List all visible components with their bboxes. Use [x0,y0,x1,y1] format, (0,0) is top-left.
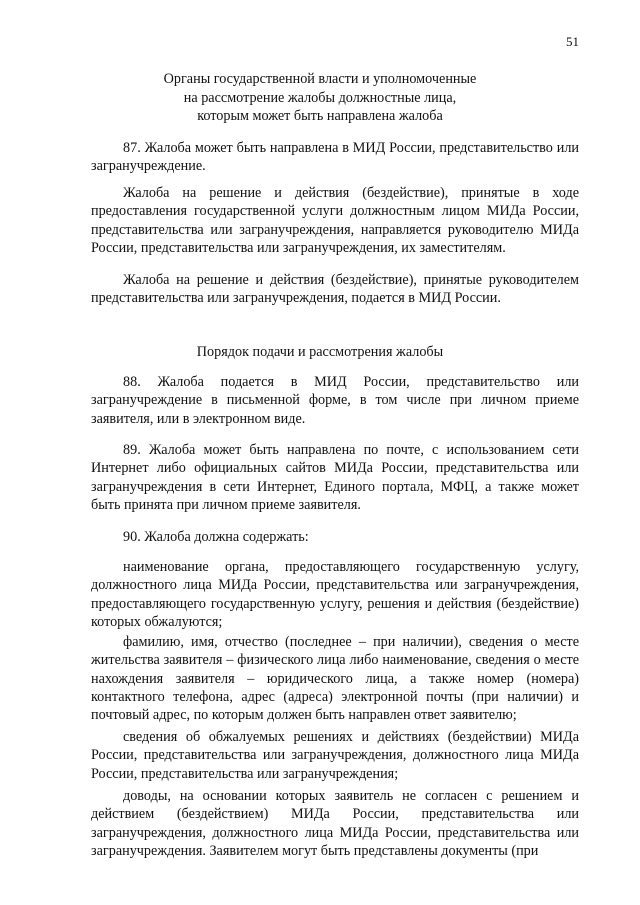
paragraph-complaint-officials: Жалоба на решение и действия (бездействие), принятые в ходе предоставления государственной услуги должностным лицом МИДа России, представительства или загранучреждения, направляется руководителю МИДа России, представительства или загранучреждения, их заместителям. [91,185,579,256]
paragraph-complaint-heads: Жалоба на решение и действия (бездействие), принятые руководителем представительства или загранучреждения, подается в МИД России. [91,272,579,307]
paragraph-89: 89. Жалоба может быть направлена по почте, с использованием сети Интернет либо официальных сайтов МИДа России, представительства или загранучреждения в сети Интернет, Единого портала, МФЦ, а также может быть принята при личном приеме заявителя. [91,442,579,513]
section-heading-authorities [0,70,640,126]
paragraph-87: 87. Жалоба может быть направлена в МИД России, представительство или загранучреждение. [91,140,579,175]
list-item: сведения об обжалуемых решениях и действиях (бездействии) МИДа России, представительства или загранучреждения, должностного лица МИДа России, представительства или загранучреждения; [91,729,579,782]
section-heading-procedure: Порядок подачи и рассмотрения жалобы [196,344,444,360]
heading-line: на рассмотрение жалобы должностные лица, [183,89,457,106]
list-item: доводы, на основании которых заявитель не согласен с решением и действием (бездействием) МИДа России, представительства или загранучреждения, должностного лица МИДа России, представительства или загранучреждения. Заявителем могут быть представлены документы (при [91,788,579,859]
paragraph-88: 88. Жалоба подается в МИД России, представительство или загранучреждение в письменной форме, в том числе при личном приеме заявителя, или в электронном виде. [91,374,579,427]
list-item: наименование органа, предоставляющего государственную услугу, должностного лица МИДа России, представительства или загранучреждения, предоставляющего государственную услугу, решения и действия (бездействие) которых обжалуются; [91,559,579,630]
paragraph-90: 90. Жалоба должна содержать: [123,529,309,545]
list-item: фамилию, имя, отчество (последнее – при наличии), сведения о месте жительства заявителя – физического лица либо наименование, сведения о месте нахождения заявителя – юридического лица, а также номер (номера) контактного телефона, адрес (адреса) электронной почты (при наличии) и почтовый адрес, по которым должен быть направлен ответ заявителю; [91,634,579,724]
heading-line: Органы государственной власти и уполномоченные [163,71,477,87]
page-number: 51 [566,34,579,49]
heading-line: которым может быть направлена жалоба [197,108,443,124]
